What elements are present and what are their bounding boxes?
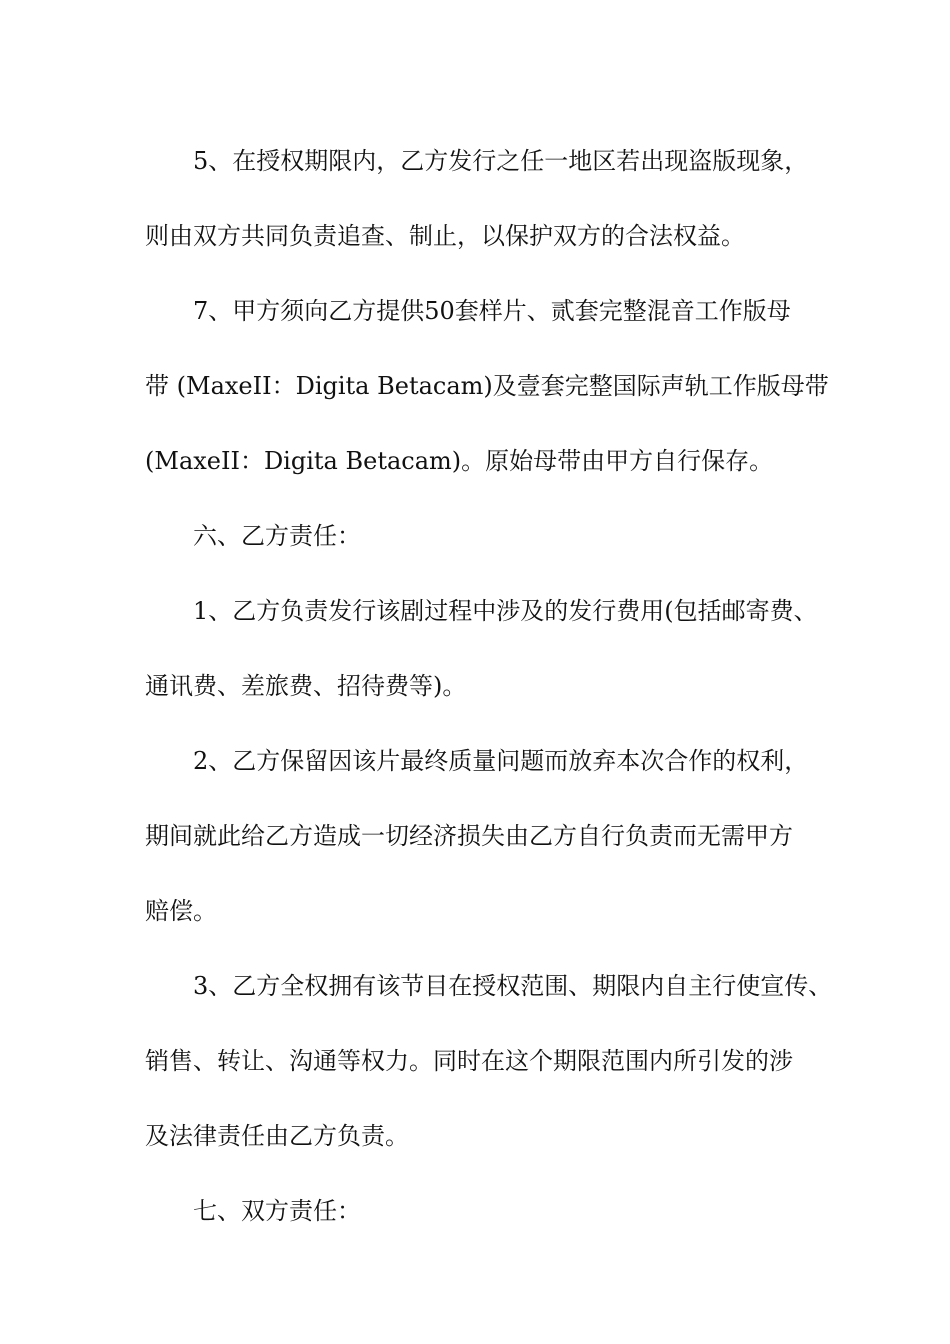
paragraph-distribution-costs [145, 574, 818, 724]
text-line: 及法律责任由乙方负责。 [145, 1122, 409, 1150]
paragraph-full-rights [145, 949, 833, 1174]
text-line: (MaxeII：Digita Betacam)。原始母带由甲方自行保存。 [145, 447, 774, 475]
text-line: 销售、转让、沟通等权力。同时在这个期限范围内所引发的涉 [145, 1047, 793, 1075]
text-line: 1、乙方负责发行该剧过程中涉及的发行费用(包括邮寄费、 [193, 597, 818, 625]
paragraph-quality-right [145, 724, 815, 949]
section-heading-both-parties [145, 1174, 815, 1249]
paragraph-master-tapes [145, 274, 829, 499]
paragraph-piracy [145, 124, 815, 274]
text-line: 3、乙方全权拥有该节目在授权范围、期限内自主行使宣传、 [193, 972, 833, 1000]
document-body [145, 124, 833, 1249]
text-line: 7、甲方须向乙方提供50套样片、贰套完整混音工作版母 [193, 297, 791, 325]
text-line: 赔偿。 [145, 897, 217, 925]
text-line: 则由双方共同负责追查、制止，以保护双方的合法权益。 [145, 222, 745, 250]
text-line: 2、乙方保留因该片最终质量问题而放弃本次合作的权利， [193, 747, 809, 775]
text-line: 5、在授权期限内，乙方发行之任一地区若出现盗版现象， [193, 147, 809, 175]
text-line: 带 (MaxeII：Digita Betacam)及壹套完整国际声轨工作版母带 [145, 372, 829, 400]
section-heading: 六、乙方责任： [193, 522, 361, 550]
section-heading: 七、双方责任： [193, 1197, 361, 1225]
section-heading-party-b [145, 499, 815, 574]
text-line: 期间就此给乙方造成一切经济损失由乙方自行负责而无需甲方 [145, 822, 793, 850]
text-line: 通讯费、差旅费、招待费等)。 [145, 672, 467, 700]
